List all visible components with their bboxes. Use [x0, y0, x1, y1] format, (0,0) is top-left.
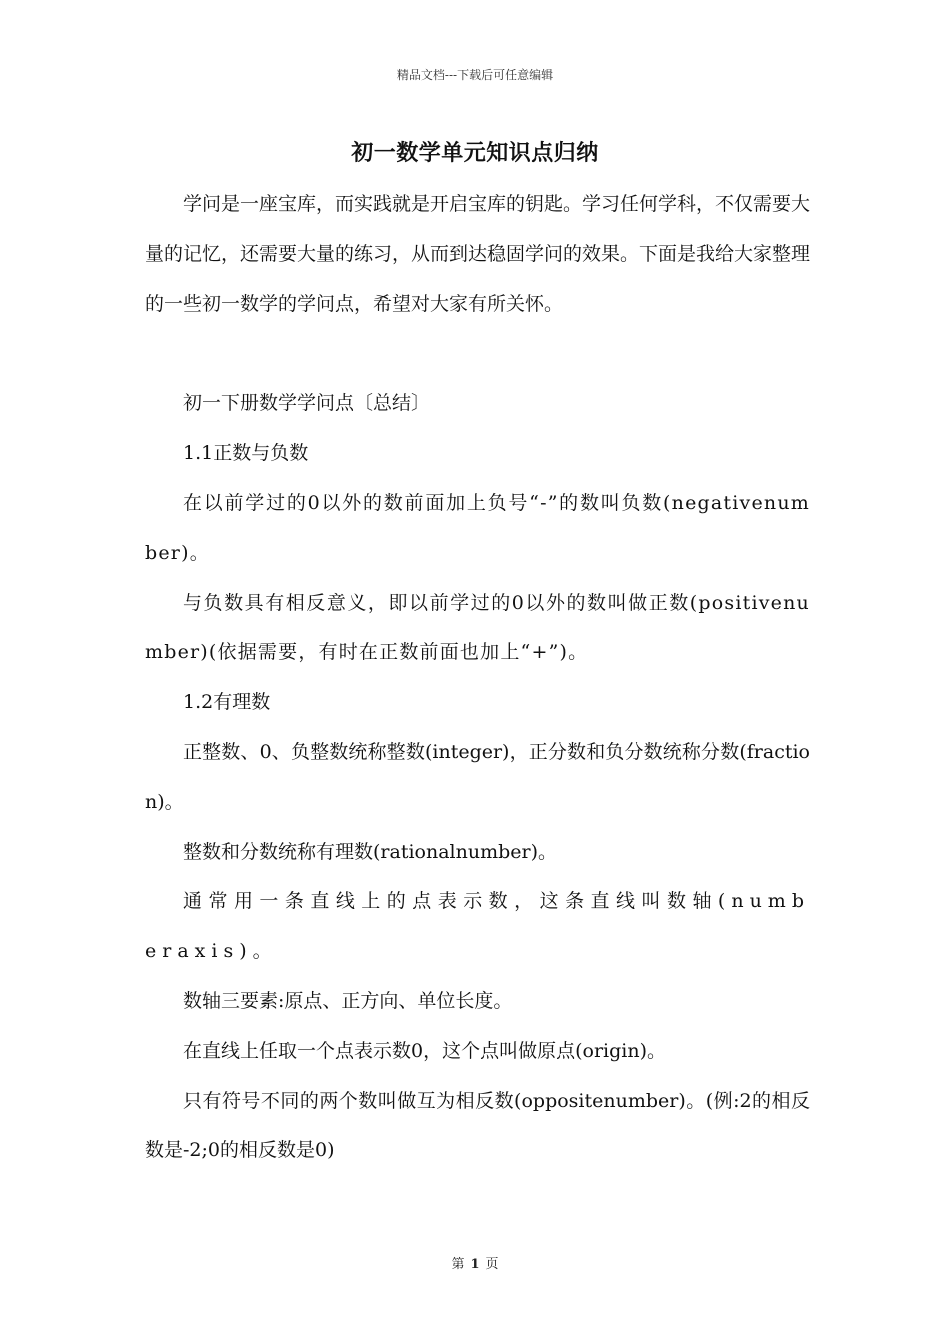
paragraph-opposite-number: 只有符号不同的两个数叫做互为相反数(oppositenumber)。(例:2的相反数是-2;0的相反数是0) — [145, 1089, 810, 1162]
paragraph-negative-number: 在以前学过的0以外的数前面加上负号“-”的数叫负数(negativenumber)。 — [145, 491, 810, 564]
page-footer — [0, 1253, 950, 1272]
subsection-heading-1-2: 1.2有理数 — [183, 691, 271, 714]
page-header: 精品文档---下载后可任意编辑 — [396, 68, 554, 82]
page-number: 1 — [470, 1257, 480, 1272]
paragraph-integer-fraction: 正整数、0、负整数统称整数(integer)，正分数和负分数统称分数(fraction)。 — [145, 740, 810, 813]
section-heading: 初一下册数学学问点〔总结〕 — [183, 392, 431, 415]
paragraph-positive-number: 与负数具有相反意义，即以前学过的0以外的数叫做正数(positivenumber)(依据需要，有时在正数前面也加上“+”)。 — [145, 591, 810, 664]
footer-suffix: 页 — [485, 1257, 499, 1272]
intro-paragraph: 学问是一座宝库，而实践就是开启宝库的钥匙。学习任何学科，不仅需要大量的记忆，还需要大量的练习，从而到达稳固学问的效果。下面是我给大家整理的一些初一数学的学问点，希望对大家有所关怀。 — [145, 193, 811, 315]
document-body — [145, 180, 810, 1176]
paragraph-origin: 在直线上任取一个点表示数0，这个点叫做原点(origin)。 — [183, 1039, 666, 1062]
paragraph-number-axis: 通常用一条直线上的点表示数，这条直线叫数轴(numberaxis)。 — [145, 890, 810, 963]
document-title: 初一数学单元知识点归纳 — [351, 140, 599, 166]
paragraph-rational-number: 整数和分数统称有理数(rationalnumber)。 — [183, 840, 558, 863]
footer-prefix: 第 — [451, 1257, 465, 1272]
paragraph-axis-elements: 数轴三要素:原点、正方向、单位长度。 — [183, 989, 513, 1012]
blank-line — [145, 329, 810, 379]
subsection-heading-1-1: 1.1正数与负数 — [183, 442, 309, 465]
